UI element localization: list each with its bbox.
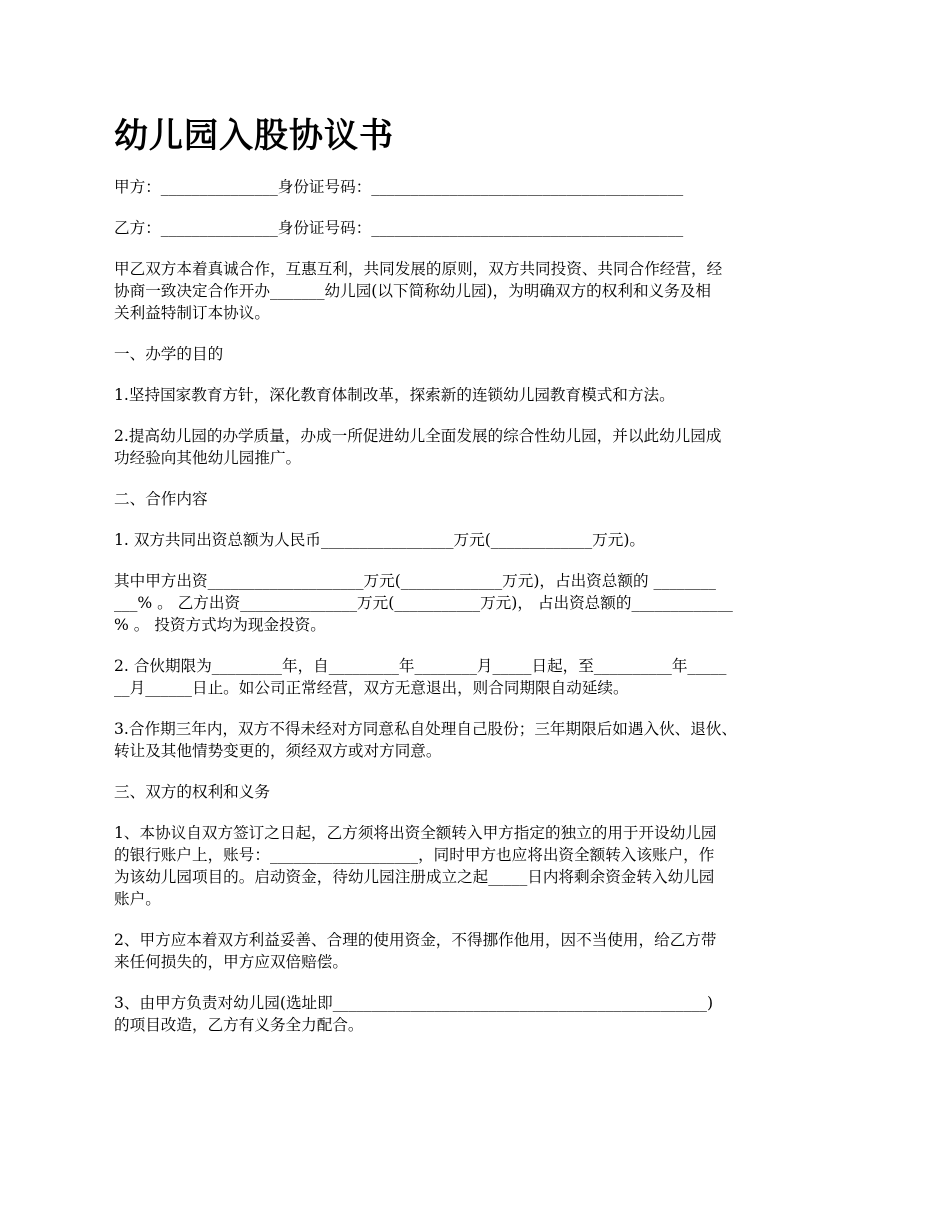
text-line: __月______日止。如公司正常经营，双方无意退出，则合同期限自动延续。 <box>114 679 629 697</box>
text-line: 账户。 <box>114 890 161 908</box>
text-line: % 。 投资方式均为现金投资。 <box>114 616 326 634</box>
text-line: 一、办学的目的 <box>114 345 224 363</box>
text-line: 甲方：_______________身份证号码：________________________________________ <box>114 178 684 196</box>
cooperation-item-2 <box>114 655 844 699</box>
cooperation-item-1 <box>114 529 844 551</box>
text-line: 关利益特制订本协议。 <box>114 304 270 322</box>
text-line: 2. 合伙期限为_________年，自_________年________月_____日起，至__________年_____ <box>114 657 727 675</box>
text-line: 来任何损失的，甲方应双倍赔偿。 <box>114 953 348 971</box>
text-line: 2.提高幼儿园的办学质量，办成一所促进幼儿全面发展的综合性幼儿园，并以此幼儿园成 <box>114 427 722 445</box>
section-heading-purpose <box>114 343 844 365</box>
text-line: 1. 双方共同出资总额为人民币_________________万元(_____________万元)。 <box>114 531 646 549</box>
text-line: 协商一致决定合作开办_______幼儿园(以下简称幼儿园)，为明确双方的权利和义务及相 <box>114 282 711 300</box>
text-line: 乙方：_______________身份证号码：________________________________________ <box>114 219 684 237</box>
text-line: 三、双方的权利和义务 <box>114 783 270 801</box>
document-title: 幼儿园入股协议书 <box>114 116 394 156</box>
text-line: 的项目改造，乙方有义务全力配合。 <box>114 1016 364 1034</box>
text-line: 转让及其他情势变更的，须经双方或对方同意。 <box>114 742 442 760</box>
text-line: 1、本协议自双方签订之日起，乙方须将出资全额转入甲方指定的独立的用于开设幼儿园 <box>114 824 717 842</box>
investment-split-paragraph <box>114 570 844 636</box>
intro-paragraph <box>114 258 844 324</box>
text-line: 功经验向其他幼儿园推广。 <box>114 449 302 467</box>
text-line: 的银行账户上，账号：___________________，同时甲方也应将出资全额转入该账户，作 <box>114 846 715 864</box>
text-line: 3、由甲方负责对幼儿园(选址即________________________________________________) <box>114 994 714 1012</box>
rights-item-1 <box>114 822 844 910</box>
text-line: 2、甲方应本着双方利益妥善、合理的使用资金，不得挪作他用，因不当使用，给乙方带 <box>114 931 717 949</box>
text-line: ___% 。 乙方出资_______________万元(___________万元)， 占出资总额的_____________ <box>114 594 733 612</box>
purpose-item-2 <box>114 425 844 469</box>
text-line: 为该幼儿园项目的。启动资金，待幼儿园注册成立之起_____日内将剩余资金转入幼儿园 <box>114 868 715 886</box>
rights-item-2 <box>114 929 844 973</box>
section-heading-rights <box>114 781 844 803</box>
party-a-line <box>114 176 844 198</box>
purpose-item-1 <box>114 384 844 406</box>
text-line: 其中甲方出资____________________万元(_____________万元)，占出资总额的 ________ <box>114 572 716 590</box>
section-heading-cooperation <box>114 488 844 510</box>
text-line: 二、合作内容 <box>114 490 208 508</box>
text-line: 3.合作期三年内，双方不得未经对方同意私自处理自己股份；三年期限后如遇入伙、退伙、 <box>114 720 738 738</box>
rights-item-3 <box>114 992 844 1036</box>
document-page <box>114 108 844 1055</box>
text-line: 1.坚持国家教育方针，深化教育体制改革，探索新的连锁幼儿园教育模式和方法。 <box>114 386 675 404</box>
party-b-line <box>114 217 844 239</box>
cooperation-item-3 <box>114 718 844 762</box>
text-line: 甲乙双方本着真诚合作，互惠互利，共同发展的原则，双方共同投资、共同合作经营，经 <box>114 260 723 278</box>
